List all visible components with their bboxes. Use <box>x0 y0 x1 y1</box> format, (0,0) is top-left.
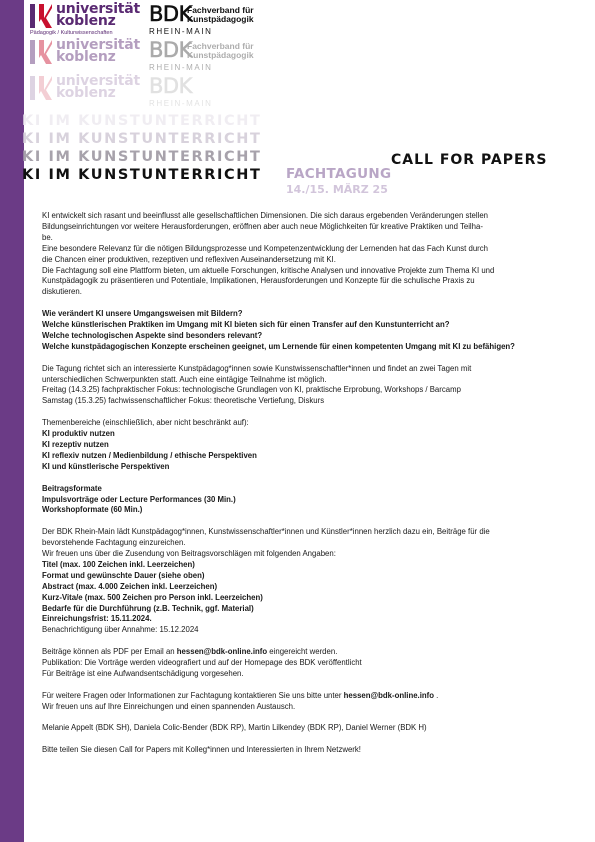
share-request: Bitte teilen Sie diesen Call for Papers mit Kolleg*innen und Interessierten in Ihrem Netzwerk! <box>42 745 361 755</box>
uk-logo-mark-icon <box>30 4 52 28</box>
title-echo: KI IM KUNSTUNTERRICHT <box>22 131 262 147</box>
requirement-item: Titel (max. 100 Zeichen inkl. Leerzeichen) <box>42 559 195 569</box>
body-text: . <box>434 690 439 700</box>
email-link[interactable]: hessen@bdk-online.info <box>176 647 268 657</box>
body-text: Beiträge können als PDF per Email an <box>42 647 177 657</box>
bdk-logo-echo <box>149 76 269 108</box>
bdk-subtitle: Fachverband für Kunstpädagogik <box>187 5 254 24</box>
title-echo: KI IM KUNSTUNTERRICHT <box>22 149 262 165</box>
body-line: Der BDK Rhein-Main lädt Kunstpädagog*innen, Kunstwissenschaftler*innen und Künstler*innen herzlich dazu ein, Beiträge für die <box>42 527 490 537</box>
body-line: Freitag (14.3.25) fachpraktischer Fokus: technologische Grundlagen von KI, praktische Erprobung, Workshops / Barcamp <box>42 385 461 395</box>
bdk-letters: BDK <box>149 74 192 98</box>
organizers: Melanie Appelt (BDK SH), Daniela Colic-Bender (BDK RP), Martin Lilkendey (BDK RP), Daniel Werner (BDK H) <box>42 723 427 733</box>
body-line: diskutieren. <box>42 287 82 297</box>
bdk-subtitle: Fachverband für Kunstpädagogik <box>187 41 254 60</box>
uk-logo-mark-icon <box>30 76 52 100</box>
question-line: Wie verändert KI unsere Umgangsweisen mit Bildern? <box>42 309 243 319</box>
contact-line <box>42 691 580 702</box>
topics-intro: Themenbereiche (einschließlich, aber nicht beschränkt auf): <box>42 418 249 428</box>
body-line: Wir freuen uns auf Ihre Einreichungen und einen spannenden Austausch. <box>42 701 296 711</box>
requirement-item: Format und gewünschte Dauer (siehe oben) <box>42 570 205 580</box>
requirement-item: Bedarfe für die Durchführung (z.B. Technik, ggf. Material) <box>42 603 254 613</box>
body-text: Für weitere Fragen oder Informationen zur Fachtagung kontaktieren Sie uns bitte unter <box>42 690 344 700</box>
body-line: Kunstpädagogik zu präsentieren und Potentiale, Implikationen, Herausforderungen und Konzepte für die schulische Praxis zu <box>42 276 475 286</box>
call-for-papers-heading: CALL FOR PAPERS <box>391 152 548 168</box>
submission-line <box>42 647 580 658</box>
body-line: Für Beiträge ist eine Aufwandsentschädigung vorgesehen. <box>42 668 244 678</box>
bdk-logo <box>149 4 269 36</box>
body-line: Wir freuen uns über die Zusendung von Beitragsvorschlägen mit folgenden Angaben: <box>42 549 336 559</box>
body-line: bevorstehende Fachtagung einzureichen. <box>42 538 186 548</box>
body-line: Die Fachtagung soll eine Plattform bieten, um aktuelle Forschungen, kritische Analysen und innovative Projekte zum Thema KI und <box>42 265 495 275</box>
event-subtitle: FACHTAGUNG <box>286 166 392 182</box>
body-line: Eine besondere Relevanz für die nötigen Bildungsprozesse und Kompetenzentwicklung der Lernenden hat das Fach Kunst durch <box>42 243 489 253</box>
document-body <box>42 211 580 756</box>
requirement-item: Kurz-Vita/e (max. 500 Zeichen pro Person inkl. Leerzeichen) <box>42 592 263 602</box>
bdk-region: RHEIN-MAIN <box>149 63 213 72</box>
university-logo-echo <box>30 37 141 72</box>
body-line: Publikation: Die Vorträge werden videografiert und auf der Homepage des BDK veröffentlicht <box>42 658 362 668</box>
bdk-region: RHEIN-MAIN <box>149 27 213 36</box>
requirement-item: Abstract (max. 4.000 Zeichen inkl. Leerzeichen) <box>42 581 218 591</box>
university-name: universität koblenz <box>56 73 141 101</box>
question-line: Welche kunstpädagogischen Konzepte erscheinen geeignet, um Lernende für einen kompetenten Umgang mit KI zu befähigen? <box>42 341 515 351</box>
body-text: eingereicht werden. <box>267 647 338 657</box>
body-line: die Chancen einer produktiven, rezeptiven und reflexiven Auseinandersetzung mit KI. <box>42 254 336 264</box>
bdk-letters: BDK <box>149 2 192 26</box>
deadline: Einreichungsfrist: 15.11.2024. <box>42 614 152 624</box>
format-item: Workshopformate (60 Min.) <box>42 505 143 515</box>
university-subline: Pädagogik / Kulturwissenschaften <box>30 30 113 36</box>
university-name: universität koblenz <box>56 37 141 65</box>
formats-heading: Beitragsformate <box>42 483 102 493</box>
topic-item: KI produktiv nutzen <box>42 429 115 439</box>
body-line: KI entwickelt sich rasant und beeinflusst alle gesellschaftlichen Dimensionen. Die sich daraus ergebenden Veränderungen stellen <box>42 211 488 220</box>
event-date: 14./15. MÄRZ 25 <box>286 183 388 196</box>
bdk-region: RHEIN-MAIN <box>149 99 213 108</box>
topic-item: KI reflexiv nutzen / Medienbildung / ethische Perspektiven <box>42 450 257 460</box>
notification-date: Benachrichtigung über Annahme: 15.12.2024 <box>42 625 199 635</box>
topic-item: KI und künstlerische Perspektiven <box>42 461 170 471</box>
page-title: KI IM KUNSTUNTERRICHT <box>22 167 262 183</box>
bdk-letters: BDK <box>149 38 192 62</box>
university-name: universität koblenz <box>56 1 141 29</box>
format-item: Impulsvorträge oder Lecture Performances (30 Min.) <box>42 494 236 504</box>
sidebar-accent <box>0 0 24 842</box>
topic-item: KI rezeptiv nutzen <box>42 439 109 449</box>
university-logo <box>30 1 141 36</box>
body-line: Die Tagung richtet sich an interessierte Kunstpädagog*innen sowie Kunstwissenschaftler*innen und findet an zwei Tagen mit <box>42 363 472 373</box>
contact-email-link[interactable]: hessen@bdk-online.info <box>343 690 434 700</box>
body-line: unterschiedlichen Schwerpunkten statt. Auch eine eintägige Teilnahme ist möglich. <box>42 374 327 384</box>
question-line: Welche technologischen Aspekte sind besonders relevant? <box>42 330 263 340</box>
bdk-logo-echo <box>149 40 269 72</box>
question-line: Welche künstlerischen Praktiken im Umgang mit KI bieten sich für einen Transfer auf den Kunstunterricht an? <box>42 320 450 330</box>
title-echo: KI IM KUNSTUNTERRICHT <box>22 113 262 129</box>
body-line: Bildungseinrichtungen vor weitere Herausforderungen, eröffnen aber auch neue Möglichkeiten für kreative Praktiken und Teilha- <box>42 221 483 231</box>
body-line: be. <box>42 232 53 242</box>
university-logo-echo <box>30 73 141 108</box>
body-line: Samstag (15.3.25) fachwissenschaftlicher Fokus: theoretische Vertiefung, Diskurs <box>42 396 325 406</box>
uk-logo-mark-icon <box>30 40 52 64</box>
